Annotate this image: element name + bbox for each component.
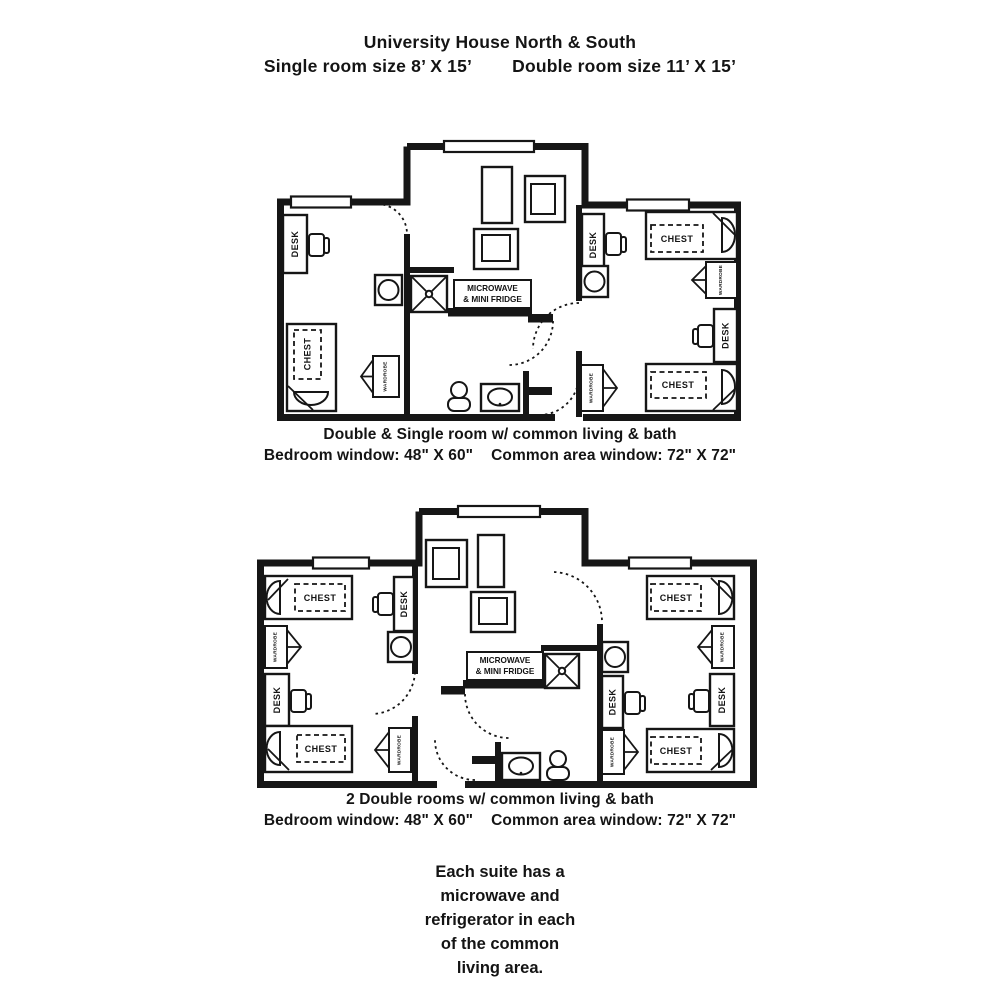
desk-chair [698, 325, 713, 347]
desk-chair [625, 692, 640, 714]
plan1-caption: Double & Single room w/ common living & bath [323, 426, 677, 443]
wall-stub [526, 387, 552, 395]
desk-chair [373, 597, 378, 612]
desk-chair [378, 593, 393, 615]
wardrobe-label: WARDROBE [589, 372, 595, 404]
bedroom-window-size: Bedroom window: 48" X 60" [263, 447, 474, 464]
microwave-fridge-unit [467, 652, 543, 680]
bath-wall [441, 686, 465, 695]
desk-chair [309, 234, 324, 256]
chest-label: CHEST [661, 380, 695, 390]
wardrobe-doors [692, 266, 706, 294]
desk-label: DESK [290, 230, 300, 258]
door-arc [554, 572, 602, 622]
double-bedroom-right [602, 576, 734, 774]
desk-chair [291, 690, 306, 712]
desk-chair [689, 694, 694, 709]
double-room-size: Double room size 11’ X 15’ [512, 56, 737, 76]
bedroom-window [627, 200, 689, 211]
floor-plan-2 [257, 504, 757, 789]
armchair-seat [482, 235, 510, 261]
page-title: University House North & South [363, 32, 637, 52]
wall-stub [472, 756, 498, 764]
desk-label: DESK [399, 590, 409, 618]
plan2-caption-block [0, 789, 1000, 831]
wardrobe-doors [361, 360, 373, 393]
door-arc [377, 204, 407, 234]
single-bedroom [283, 215, 402, 411]
common-area-window [458, 506, 540, 517]
door-arc [533, 303, 579, 349]
desk-label: DESK [717, 686, 727, 714]
bedroom-window-size: Bedroom window: 48" X 60" [263, 812, 474, 829]
sink-bowl [605, 647, 625, 667]
page-subtitle [0, 54, 1000, 78]
door-arc [509, 321, 553, 365]
common-area-window [444, 141, 534, 152]
desk-chair [693, 329, 698, 344]
desk-label: DESK [720, 322, 731, 349]
desk-chair [621, 237, 626, 252]
desk-chair [306, 694, 311, 709]
bath-wall [448, 308, 532, 317]
chest-label: CHEST [302, 337, 313, 371]
wardrobe-label: WARDROBE [273, 631, 279, 663]
sink-bowl [379, 280, 399, 300]
door-arc [373, 672, 415, 714]
plan2-window-info [0, 810, 1000, 831]
wardrobe-label: WARDROBE [397, 734, 403, 766]
footnote-line: microwave and [440, 887, 560, 905]
microwave-label-line1: MICROWAVE [479, 656, 531, 665]
table [478, 535, 504, 587]
double-bedroom-left [265, 576, 414, 772]
wardrobe-label: WARDROBE [610, 736, 616, 768]
wardrobe-doors [698, 630, 712, 664]
footnote-line: living area. [456, 959, 544, 977]
armchair-seat [479, 598, 507, 624]
chest-label: CHEST [660, 234, 694, 244]
chest-label: CHEST [304, 744, 338, 754]
wardrobe-doors [624, 734, 638, 770]
microwave-fridge-unit [454, 280, 531, 308]
chest-label: CHEST [659, 746, 693, 756]
floor-plan-1 [277, 139, 741, 421]
toilet [448, 382, 470, 411]
wardrobe-label: WARDROBE [383, 361, 389, 392]
sink-bowl [391, 637, 411, 657]
bedroom-window [291, 197, 351, 208]
title-block [0, 30, 1000, 78]
entry-door-arc [435, 740, 475, 780]
shower [545, 654, 579, 688]
wardrobe-doors [603, 369, 617, 407]
plan1-window-info [0, 445, 1000, 466]
microwave-label-line2: & MINI FRIDGE [463, 295, 522, 304]
common-window-size: Common area window: 72" X 72" [491, 812, 737, 829]
microwave-label-line2: & MINI FRIDGE [475, 667, 535, 676]
armchair-seat [531, 184, 555, 214]
chest-label: CHEST [303, 593, 337, 603]
bedroom-window [313, 558, 369, 569]
desk-chair [640, 696, 645, 711]
bedroom-window [629, 558, 691, 569]
footnote-line: Each suite has a [435, 863, 565, 881]
desk-label: DESK [588, 231, 598, 259]
single-room-size: Single room size 8’ X 15’ [263, 56, 473, 76]
sink-bowl [585, 272, 605, 292]
desk-chair [694, 690, 709, 712]
footnote [0, 860, 1000, 980]
footnote-line: of the common [440, 935, 560, 953]
wardrobe-label: WARDROBE [719, 264, 724, 296]
toilet [547, 751, 569, 780]
bath-sink [481, 384, 519, 411]
wardrobe-doors [287, 630, 301, 664]
common-window-size: Common area window: 72" X 72" [491, 447, 737, 464]
shower-drain [559, 668, 565, 674]
plan1-caption-block [0, 424, 1000, 466]
door-arc [465, 694, 509, 738]
chest-label: CHEST [659, 593, 693, 603]
wardrobe-label: WARDROBE [720, 631, 726, 663]
wardrobe-doors [375, 732, 389, 768]
bath-wall [528, 314, 553, 323]
armchair-seat [433, 548, 459, 579]
desk-chair [324, 238, 329, 253]
bath-wall [463, 680, 545, 689]
double-bedroom [581, 212, 737, 411]
footnote-line: refrigerator in each [424, 911, 576, 929]
desk-chair [606, 233, 621, 255]
bath-sink [502, 753, 540, 780]
common-area [411, 167, 565, 411]
desk-label: DESK [272, 686, 282, 714]
plan2-caption: 2 Double rooms w/ common living & bath [346, 791, 654, 808]
shower [411, 276, 447, 312]
microwave-label-line1: MICROWAVE [467, 284, 518, 293]
table [482, 167, 512, 223]
desk-label: DESK [607, 688, 618, 716]
shower-drain [426, 291, 432, 297]
